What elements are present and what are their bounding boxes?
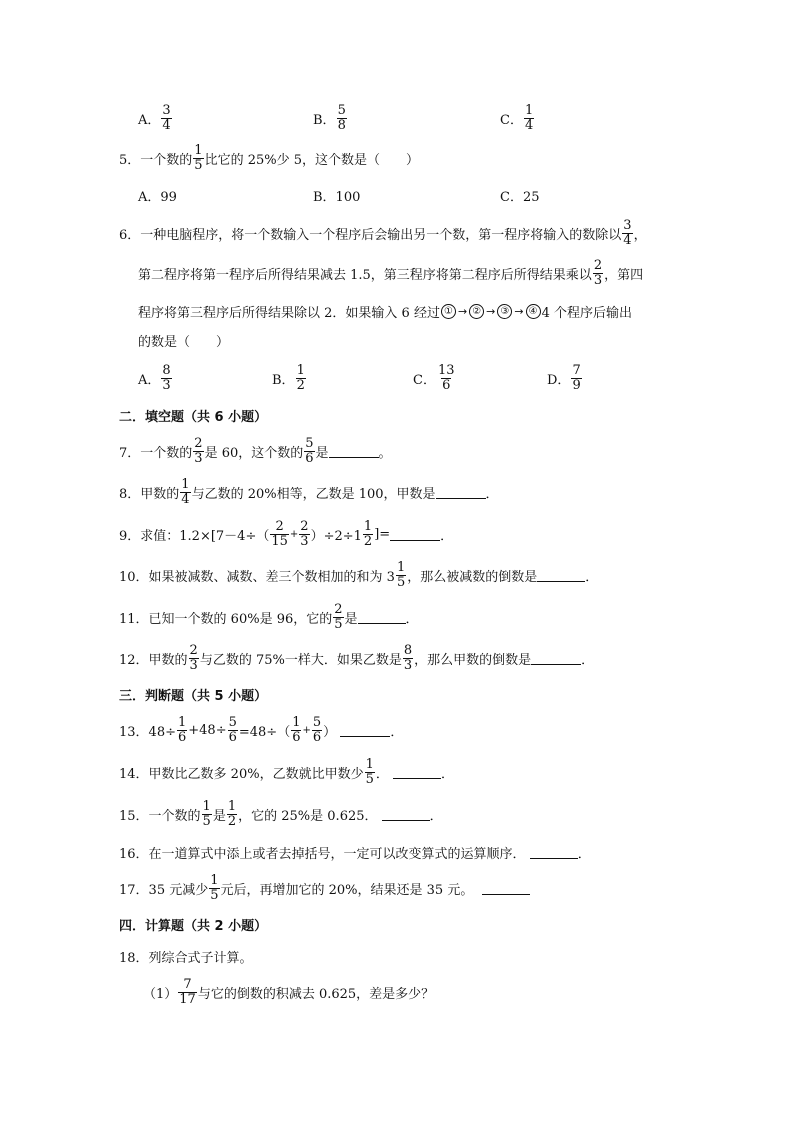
- question-8: 8．甲数的 $\frac{1}{4}$ 与乙数的 20%相等，乙数是 100，甲数是 ．: [119, 476, 499, 507]
- answer-blank[interactable]: [393, 765, 441, 779]
- fraction: $\frac{1}{6}$: [292, 714, 301, 745]
- step-1-icon: ①: [441, 304, 456, 319]
- arrow-right-icon: →: [514, 304, 524, 318]
- question-6-line-1: 6． 一种电脑程序，将一个数输入一个程序后会输出另一个数，第一程序将输入的数除以 $\frac{3}{4}$ ，: [119, 217, 647, 248]
- arrow-right-icon: →: [486, 304, 496, 318]
- question-13: 13．48÷ $\frac{1}{6}$ +48÷ $\frac{5}{6}$ =48÷（ $\frac{1}{6}$ + $\frac{5}{6}$ ） ．: [119, 714, 404, 745]
- fraction: $\frac{5}{6}$: [228, 714, 237, 745]
- fraction: $\frac{3}{4}$: [623, 217, 632, 248]
- fraction: $\frac{1}{5}$: [396, 559, 406, 590]
- q5-option-c: C．25: [500, 189, 540, 205]
- q6-option-a: A． $\frac{8}{3}$: [138, 362, 171, 393]
- fraction: $\frac{2}{3}$: [593, 257, 603, 288]
- fraction: $\frac{1}{6}$: [177, 714, 187, 745]
- question-18: 18．列综合式子计算。: [119, 950, 253, 966]
- question-12: 12．甲数的 $\frac{2}{3}$ 与乙数的 75%一样大．如果乙数是 $\frac{8}{3}$ ，那么甲数的倒数是 ．: [119, 642, 595, 673]
- fraction: $\frac{5}{8}$: [337, 102, 346, 133]
- fraction: $\frac{8}{3}$: [162, 362, 171, 393]
- fraction: $\frac{1}{2}$: [296, 362, 305, 393]
- fraction: $\frac{2}{15}$: [271, 518, 288, 549]
- question-18-part-1: （1） $\frac{7}{17}$ 与它的倒数的积减去 0.625，差是多少？: [143, 976, 435, 1007]
- answer-blank[interactable]: [340, 723, 390, 737]
- step-4-icon: ④: [526, 304, 541, 319]
- answer-blank[interactable]: [436, 485, 486, 499]
- fraction: $\frac{1}{4}$: [524, 102, 534, 133]
- fraction: $\frac{2}{3}$: [189, 642, 198, 673]
- answer-blank[interactable]: [390, 527, 440, 541]
- fraction: $\frac{1}{5}$: [365, 756, 374, 787]
- fraction: $\frac{1}{2}$: [363, 518, 373, 549]
- fraction: $\frac{1}{5}$: [202, 798, 211, 829]
- section-4-heading: 四．计算题（共 2 小题）: [119, 918, 268, 934]
- question-6-line-4: 的数是（ ）: [138, 334, 230, 350]
- answer-blank[interactable]: [382, 807, 430, 821]
- fraction: $\frac{3}{4}$: [162, 102, 171, 133]
- question-16: 16．在一道算式中添上或者去掉括号，一定可以改变算式的运算顺序． ．: [119, 846, 591, 862]
- fraction: $\frac{13}{6}$: [437, 362, 455, 393]
- answer-blank[interactable]: [358, 610, 406, 624]
- fraction: $\frac{2}{3}$: [300, 518, 309, 549]
- fraction: $\frac{8}{3}$: [403, 642, 413, 673]
- question-11: 11．已知一个数的 60%是 96，它的 $\frac{2}{5}$ 是 ．: [119, 601, 419, 632]
- q5-option-b: B．100: [313, 189, 361, 205]
- fraction: $\frac{1}{5}$: [194, 142, 203, 173]
- question-7: 7．一个数的 $\frac{2}{3}$ 是 60，这个数的 $\frac{5}{6}$ 是 。: [119, 435, 392, 466]
- arrow-right-icon: →: [457, 304, 468, 318]
- section-2-heading: 二．填空题（共 6 小题）: [119, 409, 268, 425]
- question-5: 5． 一个数的 $\frac{1}{5}$ 比它的 25%少 5，这个数是（ ）: [119, 142, 420, 173]
- question-6-line-3: 程序将第三程序后所得结果除以 2．如果输入 6 经过 ① → ② → ③ → ④ 4 个程序后输出: [138, 304, 633, 321]
- fraction: $\frac{1}{5}$: [210, 872, 219, 903]
- q6-option-b: B． $\frac{1}{2}$: [272, 362, 305, 393]
- q6-option-d: D． $\frac{7}{9}$: [547, 362, 581, 393]
- q6-option-c: C． $\frac{13}{6}$: [413, 362, 455, 393]
- fraction: $\frac{5}{6}$: [305, 435, 314, 466]
- answer-blank[interactable]: [537, 568, 585, 582]
- section-3-heading: 三．判断题（共 5 小题）: [119, 688, 268, 704]
- q5-option-a: A．99: [138, 189, 177, 205]
- fraction: $\frac{5}{6}$: [312, 714, 322, 745]
- fraction: $\frac{1}{4}$: [181, 476, 190, 507]
- question-6-line-2: 第二程序将第一程序后所得结果减去 1.5，第三程序将第二程序后所得结果乘以 $\frac{2}{3}$ ，第四: [138, 257, 644, 288]
- answer-blank[interactable]: [482, 881, 530, 895]
- fraction: $\frac{1}{2}$: [227, 798, 237, 829]
- answer-blank[interactable]: [530, 845, 578, 859]
- q4-option-a: A． $\frac{3}{4}$: [138, 102, 171, 133]
- fraction: $\frac{2}{3}$: [194, 435, 203, 466]
- fraction: $\frac{7}{9}$: [572, 362, 581, 393]
- question-14: 14．甲数比乙数多 20%，乙数就比甲数少 $\frac{1}{5}$ ． ．: [119, 756, 455, 787]
- q4-option-b: B． $\frac{5}{8}$: [313, 102, 346, 133]
- answer-blank[interactable]: [531, 651, 581, 665]
- step-2-icon: ②: [469, 304, 484, 319]
- question-10: 10．如果被减数、减数、差三个数相加的和为 3 $\frac{1}{5}$ ，那么被减数的倒数是 ．: [119, 559, 599, 590]
- fraction: $\frac{7}{17}$: [179, 976, 196, 1007]
- question-17: 17．35 元减少 $\frac{1}{5}$ 元后，再增加它的 20%，结果还是 35 元。: [119, 868, 530, 908]
- question-15: 15．一个数的 $\frac{1}{5}$ 是 $\frac{1}{2}$ ，它的 25%是 0.625． ．: [119, 798, 443, 829]
- fraction: $\frac{2}{5}$: [334, 601, 343, 632]
- answer-blank[interactable]: [329, 444, 379, 458]
- q4-option-c: C． $\frac{1}{4}$: [500, 102, 534, 133]
- step-3-icon: ③: [497, 304, 512, 319]
- question-9: 9．求值：1.2×[7－4÷（ $\frac{2}{15}$ + $\frac{2}{3}$ ）÷2÷1 $\frac{1}{2}$ ]= ．: [119, 518, 454, 549]
